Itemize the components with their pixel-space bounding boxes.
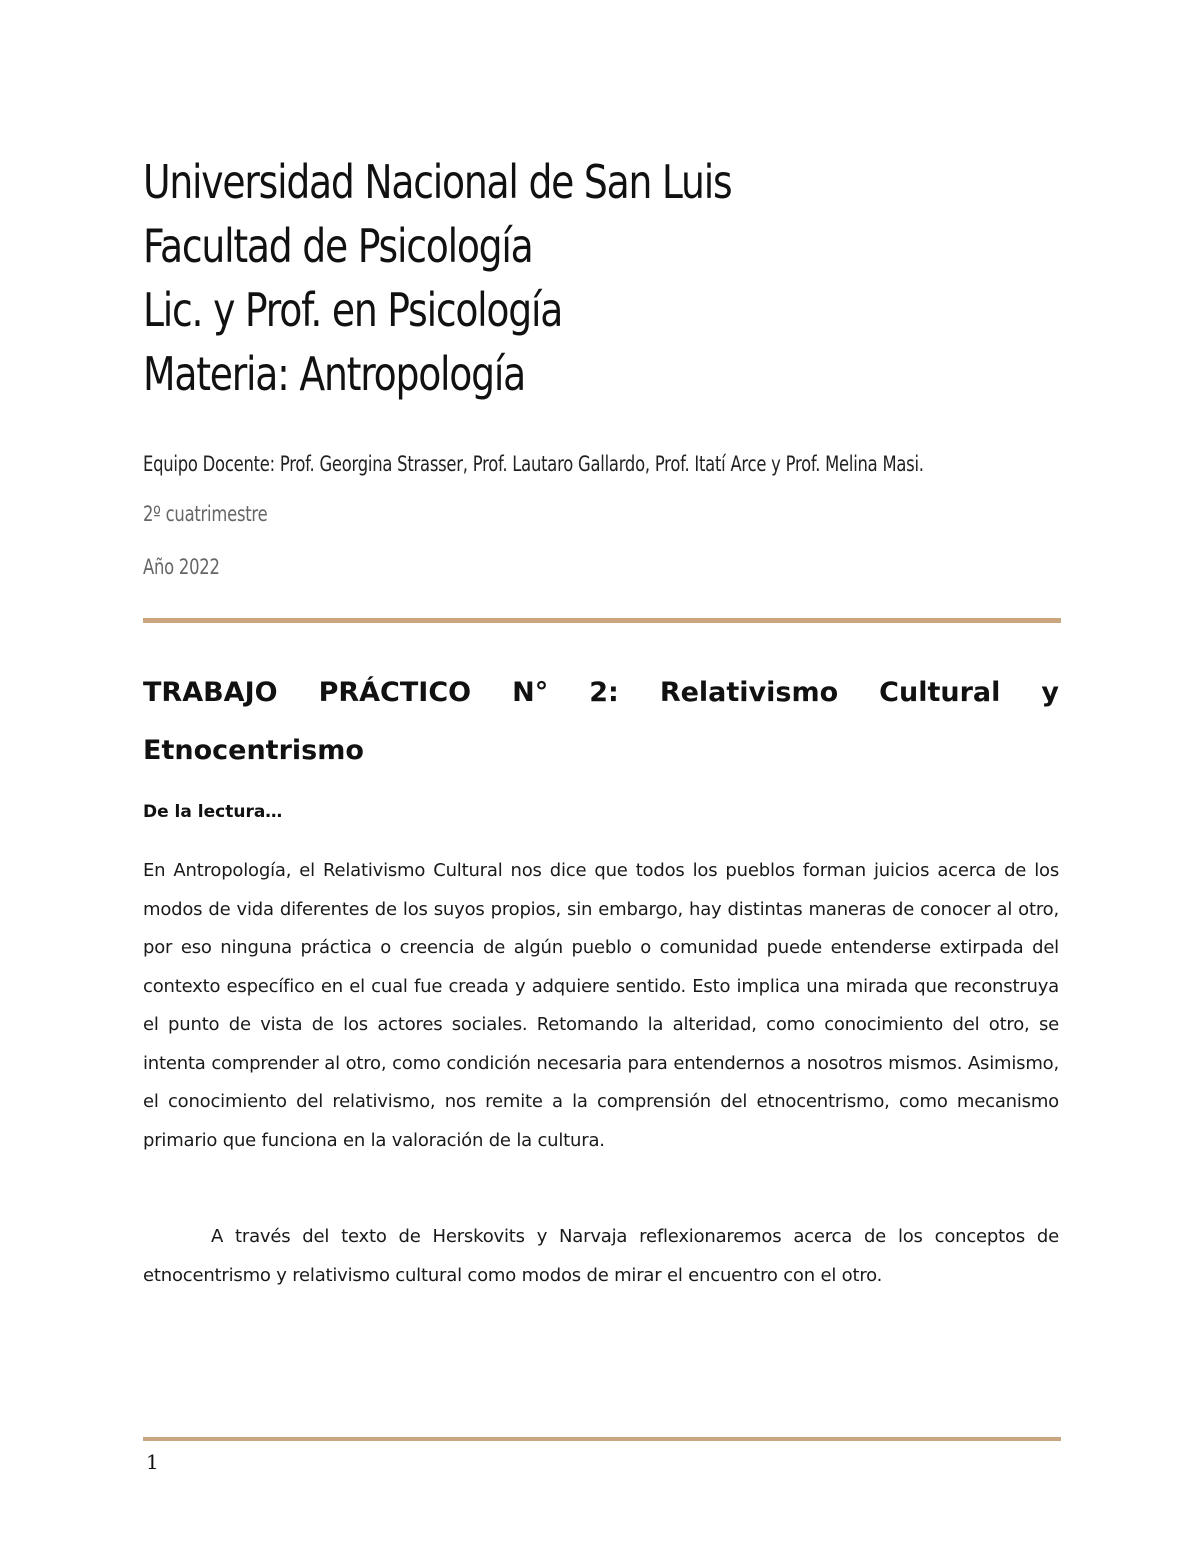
body-paragraph: A través del texto de Herskovits y Narvaja reflexionaremos acerca de los conceptos de etnocentrismo y relativismo cultural como modos de mirar el encuentro con el otro. xyxy=(143,1226,1059,1286)
title-word: PRÁCTICO xyxy=(318,677,472,708)
faculty-title: Facultad de Psicología xyxy=(143,219,533,273)
term-label: 2º cuatrimestre xyxy=(143,502,268,526)
year-label: Año 2022 xyxy=(143,555,220,579)
title-word: 2: xyxy=(589,677,619,708)
assignment-title xyxy=(143,664,1059,780)
assignment-title-line1 xyxy=(143,664,1059,722)
reading-subheading: De la lectura… xyxy=(143,802,283,822)
university-title: Universidad Nacional de San Luis xyxy=(143,155,732,209)
title-word: TRABAJO xyxy=(143,677,278,708)
title-word: y xyxy=(1041,677,1059,708)
assignment-title-line2: Etnocentrismo xyxy=(143,735,364,766)
title-word: Cultural xyxy=(879,677,1001,708)
title-word: Relativismo xyxy=(659,677,839,708)
career-title: Lic. y Prof. en Psicología xyxy=(143,283,563,337)
top-divider xyxy=(143,618,1061,623)
teaching-team: Equipo Docente: Prof. Georgina Strasser, Prof. Lautaro Gallardo, Prof. Itatí Arce y Prof. Melina Masi. xyxy=(143,452,924,476)
document-header xyxy=(143,150,1063,406)
footer-divider xyxy=(143,1437,1061,1441)
body-paragraph: En Antropología, el Relativismo Cultural nos dice que todos los pueblos forman juicios acerca de los modos de vida diferentes de los suyos propios, sin embargo, hay distintas maneras de conocer al otro, por eso ninguna práctica o creencia de algún pueblo o comunidad puede entenderse extirpada del contexto específico en el cual fue creada y adquiere sentido. Esto implica una mirada que reconstruya el punto de vista de los actores sociales. Retomando la alteridad, como conocimiento del otro, se intenta comprender al otro, como condición necesaria para entendernos a nosotros mismos. Asimismo, el conocimiento del relativismo, nos remite a la comprensión del etnocentrismo, como mecanismo primario que funciona en la valoración de la cultura. xyxy=(143,860,1059,1151)
subject-title: Materia: Antropología xyxy=(143,347,526,401)
title-word: N° xyxy=(512,677,549,708)
page-number: 1 xyxy=(146,1450,159,1474)
